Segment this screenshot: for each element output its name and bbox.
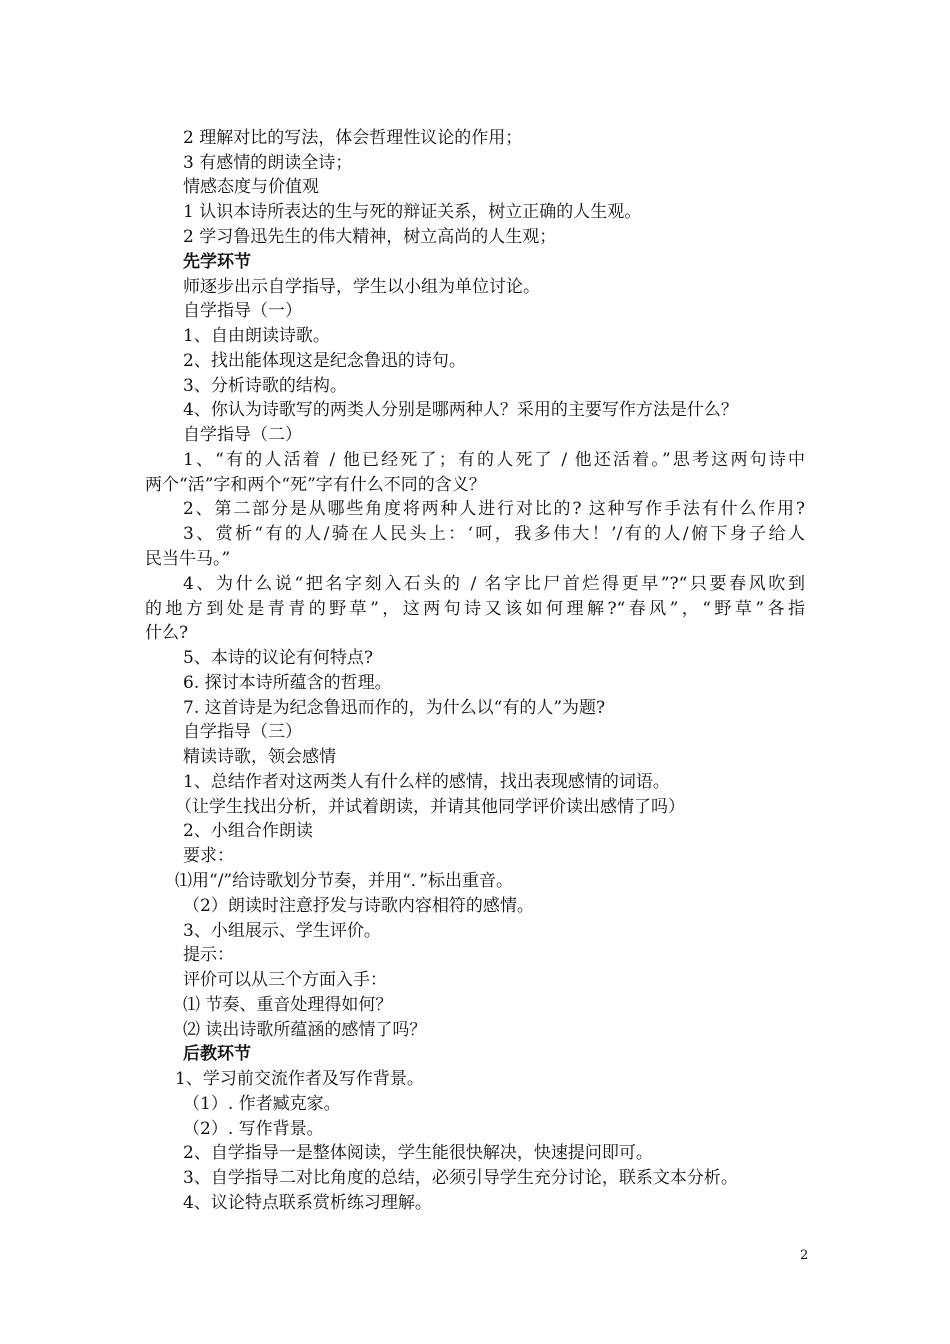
- text-line: 7. 这首诗是为纪念鲁迅而作的，为什么以“有的人”为题?: [183, 698, 606, 718]
- text-line: 1、总结作者对这两类人有什么样的感情，找出表现感情的词语。: [183, 772, 670, 792]
- text-line: 3 有感情的朗读全诗；: [183, 153, 353, 173]
- text-line: 2 学习鲁迅先生的伟大精神，树立高尚的人生观；: [183, 227, 557, 247]
- text-line: 2、第二部分是从哪些角度将两种人进行对比的? 这种写作手法有什么作用?: [183, 499, 805, 519]
- text-line: 2 理解对比的写法，体会哲理性议论的作用；: [183, 128, 523, 148]
- text-line: 精读诗歌，领会感情: [183, 747, 336, 767]
- text-line: 评价可以从三个方面入手：: [183, 970, 387, 990]
- text-line: ⑵ 读出诗歌所蕴涵的感情了吗？: [183, 1020, 427, 1040]
- text-line: 1、“有的人活着 / 他已经死了；有的人死了 / 他还活着。”思考这两句诗中: [183, 450, 805, 470]
- text-line: 提示：: [183, 945, 234, 965]
- text-line: （2）朗读时注意抒发与诗歌内容相符的感情。: [183, 896, 534, 916]
- text-line: 什么?: [145, 623, 189, 643]
- text-line: 4、你认为诗歌写的两类人分别是哪两种人？采用的主要写作方法是什么？: [183, 400, 738, 420]
- text-line: 2、找出能体现这是纪念鲁迅的诗句。: [183, 351, 466, 371]
- text-line: 情感态度与价值观: [183, 177, 319, 197]
- text-line: （1）. 作者臧克家。: [183, 1094, 341, 1114]
- text-line: 的地方到处是青青的野草”，这两句诗又该如何理解?“春风”，“野草”各指: [145, 599, 805, 619]
- section-heading: 后教环节: [183, 1044, 251, 1064]
- text-line: 1、自由朗读诗歌。: [183, 326, 330, 346]
- text-line: 民当牛马。”: [145, 549, 231, 569]
- text-line: 4、议论特点联系赏析练习理解。: [183, 1193, 432, 1213]
- text-line: 2、小组合作朗读: [183, 821, 313, 841]
- text-line: 6. 探讨本诗所蕴含的哲理。: [183, 673, 392, 693]
- text-line: （让学生找出分析，并试着朗读，并请其他同学评价读出感情了吗）: [175, 797, 685, 817]
- text-line: 3、自学指导二对比角度的总结，必须引导学生充分讨论，联系文本分析。: [183, 1168, 738, 1188]
- text-line: （2）. 写作背景。: [183, 1119, 324, 1139]
- text-line: 自学指导（一）: [183, 301, 302, 321]
- section-heading: 先学环节: [183, 252, 251, 272]
- text-line: ⑴ 节奏、重音处理得如何？: [183, 995, 393, 1015]
- text-line: 3、分析诗歌的结构。: [183, 376, 347, 396]
- text-line: 1、学习前交流作者及写作背景。: [175, 1069, 424, 1089]
- text-line: 自学指导（三）: [183, 722, 302, 742]
- text-line: 5、本诗的议论有何特点?: [183, 648, 373, 668]
- text-line: 两个“活”字和两个“死”字有什么不同的含义？: [145, 475, 486, 495]
- text-line: 1 认识本诗所表达的生与死的辩证关系，树立正确的人生观。: [183, 202, 642, 222]
- page-number: 2: [800, 1248, 809, 1263]
- text-line: 3、小组展示、学生评价。: [183, 921, 381, 941]
- text-line: 师逐步出示自学指导，学生以小组为单位讨论。: [183, 277, 540, 297]
- text-line: 2、自学指导一是整体阅读，学生能很快解决，快速提问即可。: [183, 1143, 653, 1163]
- text-line: 3、赏析“有的人/骑在人民头上：‘呵，我多伟大！’/有的人/俯下身子给人: [183, 524, 805, 544]
- text-line: 要求：: [183, 846, 234, 866]
- text-line: 自学指导（二）: [183, 425, 302, 445]
- text-line: ⑴用“/”给诗歌划分节奏，并用“．”标出重音。: [175, 871, 513, 891]
- text-line: 4、为什么说“把名字刻入石头的 / 名字比尸首烂得更早”?“只要春风吹到: [183, 574, 805, 594]
